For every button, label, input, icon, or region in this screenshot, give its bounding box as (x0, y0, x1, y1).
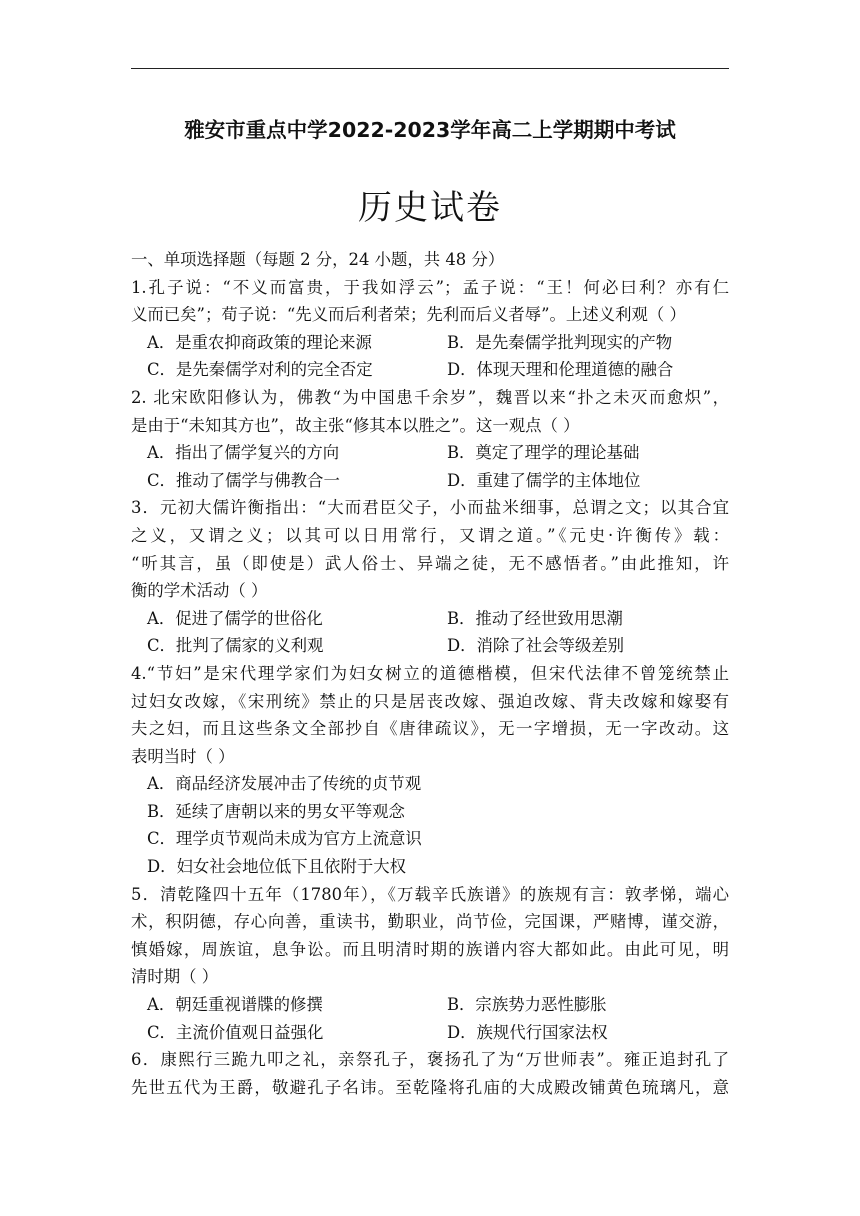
header-rule (131, 68, 729, 69)
option-c: C．批判了儒家的义利观 (147, 636, 324, 656)
exam-content (131, 246, 729, 1101)
question-line: 3．元初大儒许衡指出：“大而君臣父子，小而盐米细事，总谓之文；以其合宜 (131, 498, 729, 518)
question-line: “听其言，虽（即使是）武人俗士、异端之徒，无不感悟者。”由此推知，许 (131, 553, 729, 573)
question-6 (131, 1046, 729, 1101)
option-a: A．商品经济发展冲击了传统的贞节观 (147, 774, 422, 794)
question-line: 先世五代为王爵，敬避孔子名讳。至乾隆将孔庙的大成殿改铺黄色琉璃凡，意 (131, 1077, 729, 1097)
option-c: C．是先秦儒学对利的完全否定 (147, 360, 373, 380)
question-line: 表明当时（ ） (131, 746, 235, 766)
option-d: D．妇女社会地位低下且依附于大权 (147, 857, 406, 877)
option-a: A．促进了儒学的世俗化 (147, 608, 323, 628)
option-d: D．重建了儒学的主体地位 (447, 470, 641, 490)
option-b: B．延续了唐朝以来的男女平等观念 (147, 801, 405, 821)
option-c: C．推动了儒学与佛教合一 (147, 470, 340, 490)
question-line: 6．康熙行三跪九叩之礼，亲祭孔子，褒扬孔了为“万世师表”。雍正追封孔了 (131, 1050, 729, 1070)
question-line: 1.孔子说：“不义而富贵，于我如浮云”；孟子说：“王！何必曰利？亦有仁 (131, 277, 729, 297)
option-d: D．体现天理和伦理道德的融合 (447, 360, 674, 380)
question-line: 夫之妇，而且这些条文全部抄自《唐律疏议》，无一字增损，无一字改动。这 (131, 719, 729, 739)
question-line: 慎婚嫁，周族谊，息争讼。而且明清时期的族谱内容大都如此。由此可见，明 (131, 939, 729, 959)
question-line: 是由于“未知其方也”，故主张“修其本以胜之”。这一观点（ ） (131, 415, 580, 435)
question-line: 术，积阴德，存心向善，重读书，勤职业，尚节俭，完国课，严赌博，谨交游， (131, 912, 729, 932)
question-1 (131, 274, 729, 384)
option-c: C．主流价值观日益强化 (147, 1022, 324, 1042)
option-b: B．是先秦儒学批判现实的产物 (447, 332, 673, 352)
question-line: 2. 北宋欧阳修认为，佛教“为中国患千余岁”，魏晋以来“扑之未灭而愈炽”， (131, 387, 729, 407)
option-a: A．朝廷重视谱牒的修撰 (147, 995, 323, 1015)
question-line: 清时期（ ） (131, 967, 219, 987)
question-4 (131, 660, 729, 881)
question-5 (131, 881, 729, 1047)
option-b: B．宗族势力恶性膨胀 (447, 995, 607, 1015)
option-c: C．理学贞节观尚未成为官方上流意识 (147, 829, 422, 849)
question-line: 4.“节妇”是宋代理学家们为妇女树立的道德楷模，但宋代法律不曾笼统禁止 (131, 663, 729, 683)
school-title: 雅安市重点中学2022-2023学年高二上学期期中考试 (184, 118, 676, 142)
option-b: B．推动了经世致用思潮 (447, 608, 623, 628)
option-a: A．指出了儒学复兴的方向 (147, 443, 340, 463)
question-3 (131, 494, 729, 660)
question-line: 义而已矣”；荀子说：“先义而后利者荣；先利而后义者辱”。上述义利观（ ） (131, 305, 686, 325)
question-2 (131, 384, 729, 494)
subject-title: 历史试卷 (358, 188, 502, 228)
question-line: 之义，又谓之义；以其可以日用常行，又谓之道。”《元史·许衡传》载： (131, 525, 729, 545)
option-d: D．族规代行国家法权 (447, 1022, 608, 1042)
option-d: D．消除了社会等级差别 (447, 636, 625, 656)
option-a: A．是重农抑商政策的理论来源 (147, 332, 372, 352)
question-line: 衡的学术活动（ ） (131, 581, 268, 601)
question-line: 5．清乾隆四十五年（1780年），《万载辛氏族谱》的族规有言：敦孝悌，端心 (131, 884, 729, 904)
option-b: B．奠定了理学的理论基础 (447, 443, 640, 463)
question-line: 过妇女改嫁，《宋刑统》禁止的只是居丧改嫁、强迫改嫁、背夫改嫁和嫁娶有 (131, 691, 729, 711)
section-heading: 一、单项选择题（每题 2 分，24 小题，共 48 分） (131, 250, 505, 269)
